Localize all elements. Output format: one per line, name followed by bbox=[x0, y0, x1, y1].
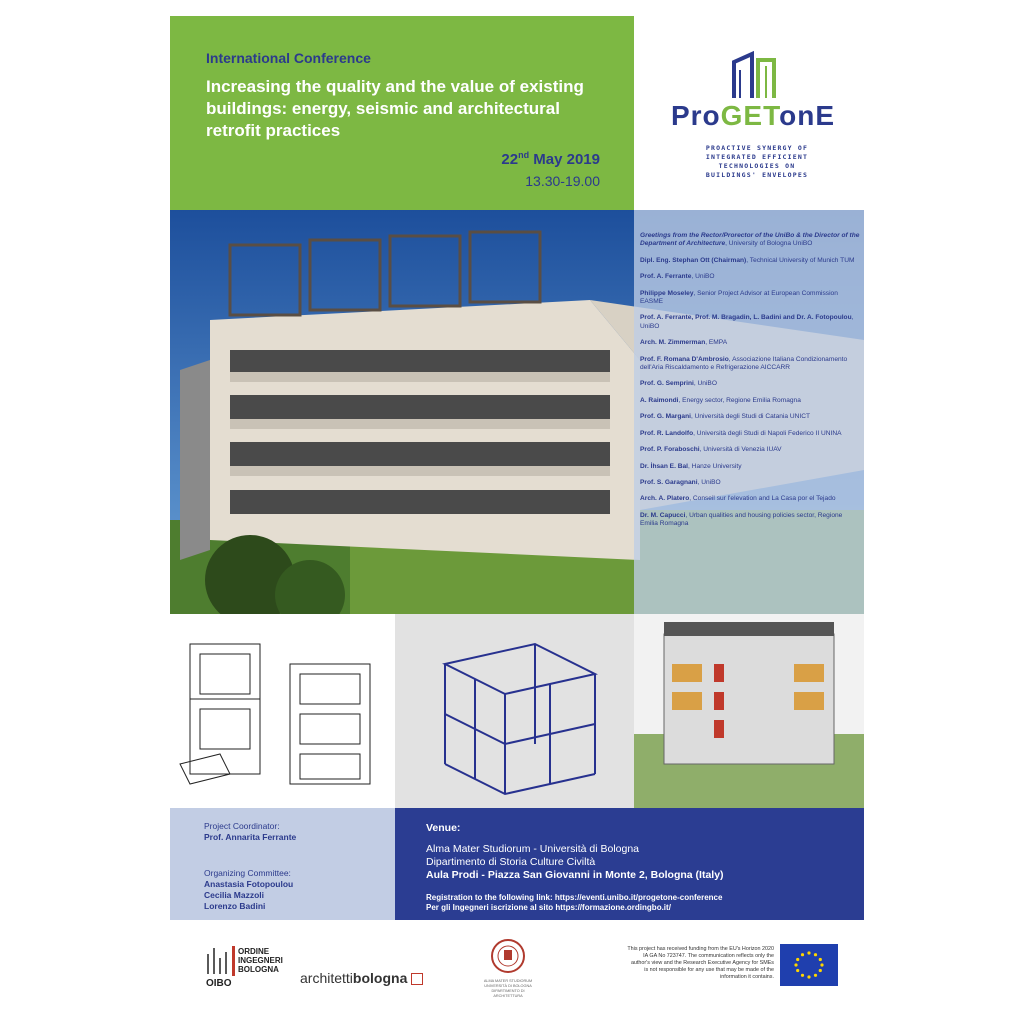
speaker-item: A. Raimondi, Energy sector, Regione Emilia Romagna bbox=[640, 396, 801, 404]
conference-title: Increasing the quality and the value of existing buildings: energy, seismic and architectural retrofit practices bbox=[206, 77, 584, 140]
committee-member: Cecilia Mazzoli bbox=[204, 890, 264, 900]
speaker-item: Prof. A. Ferrante, UniBO bbox=[640, 273, 715, 281]
speaker-item: Prof. P. Foraboschi, Università di Venezia IUAV bbox=[640, 446, 782, 454]
speaker-item: Prof. A. Ferrante, Prof. M. Bragadin, L. Badini and Dr. A. Fotopoulou, UniBO bbox=[640, 314, 854, 330]
eu-funding-notice: This project has received funding from the EU's Horizon 2020 IA GA No 723747. The communication reflects only the author's view and the Research Executive Agency for SMEs is not responsible for any use that may be made of the information it contains. bbox=[627, 946, 774, 980]
square-mark-icon bbox=[411, 973, 423, 985]
svg-text:OIBO: OIBO bbox=[206, 978, 232, 988]
speaker-item: Prof. R. Landolfo, Università degli Studi di Napoli Federico II UNINA bbox=[640, 429, 842, 437]
unibo-seal: ALMA MATER STUDIORUM UNIVERSITÀ DI BOLOGNA DIPARTIMENTO DI ARCHITETTURA bbox=[478, 938, 538, 994]
facade-module-drawing bbox=[170, 614, 395, 808]
committee-member: Lorenzo Badini bbox=[204, 901, 266, 911]
engineers-registration-link[interactable]: Per gli Ingegneri iscrizione al sito https://formazione.ordingbo.it/ bbox=[426, 903, 671, 912]
building-section-render bbox=[634, 614, 864, 808]
speaker-item: Prof. G. Margani, Università degli Studi di Catania UNICT bbox=[640, 413, 811, 421]
svg-text:INGEGNERI: INGEGNERI bbox=[238, 956, 283, 965]
speaker-item: Arch. M. Zimmerman, EMPA bbox=[640, 339, 728, 347]
speaker-item: Prof. G. Semprini, UniBO bbox=[640, 380, 717, 388]
coordinator-name: Prof. Annarita Ferrante bbox=[204, 832, 297, 842]
committee-member: Anastasia Fotopoulou bbox=[204, 879, 294, 889]
speaker-item: Dr. M. Capucci, Urban qualities and housing policies sector, Regione Emilia Romagna bbox=[640, 511, 843, 528]
svg-text:ORDINE: ORDINE bbox=[238, 947, 270, 956]
conference-time: 13.30-19.00 bbox=[525, 173, 600, 189]
speakers-list bbox=[640, 232, 862, 537]
structural-frame-model bbox=[395, 614, 634, 808]
registration-info bbox=[426, 893, 722, 913]
svg-text:BOLOGNA: BOLOGNA bbox=[238, 965, 279, 974]
speaker-item: Prof. S. Garagnani, UniBO bbox=[640, 478, 721, 486]
progetone-house-icon bbox=[728, 50, 778, 100]
speaker-item: Prof. F. Romana D'Ambrosio, Associazione Italiana Condizionamento dell'Aria Riscaldamento e Refrigerazione AICCARR bbox=[640, 355, 848, 372]
eu-flag-icon bbox=[780, 944, 838, 986]
speaker-item: Greetings from the Rector/Prorector of the UniBo & the Director of the Department of Architecture, University of Bologna UniBO bbox=[640, 232, 860, 248]
speaker-item: Arch. A. Platero, Conseil sur l'elevation and La Casa por el Tejado bbox=[640, 495, 836, 503]
coordinator-label: Project Coordinator: bbox=[204, 821, 280, 831]
progetone-tagline: PROACTIVE SYNERGY OF INTEGRATED EFFICIENT TECHNOLOGIES ON BUILDINGS' ENVELOPES bbox=[705, 144, 809, 179]
conference-label: International Conference bbox=[206, 50, 371, 66]
venue-address: Alma Mater Studiorum - Università di Bologna Dipartimento di Storia Culture Civiltà Aula Prodi - Piazza San Giovanni in Monte 2, Bologna (Italy) bbox=[426, 843, 724, 881]
conference-date: 22nd May 2019 bbox=[501, 150, 600, 168]
architetti-bologna-logo: architettibologna bbox=[300, 970, 423, 986]
speaker-item: Philippe Moseley, Senior Project Advisor at European Commission EASME bbox=[640, 289, 838, 306]
speaker-item: Dipl. Eng. Stephan Ott (Chairman), Technical University of Munich TUM bbox=[640, 256, 855, 264]
progetone-logo: ProGETonE bbox=[670, 100, 836, 131]
venue-title: Venue: bbox=[426, 822, 461, 834]
unibo-seal-icon bbox=[478, 938, 538, 974]
committee-label: Organizing Committee: bbox=[204, 868, 291, 878]
registration-link[interactable]: Registration to the following link: https://eventi.unibo.it/progetone-conference bbox=[426, 893, 723, 902]
speaker-item: Dr. İhsan E. Bal, Hanze University bbox=[640, 462, 742, 470]
